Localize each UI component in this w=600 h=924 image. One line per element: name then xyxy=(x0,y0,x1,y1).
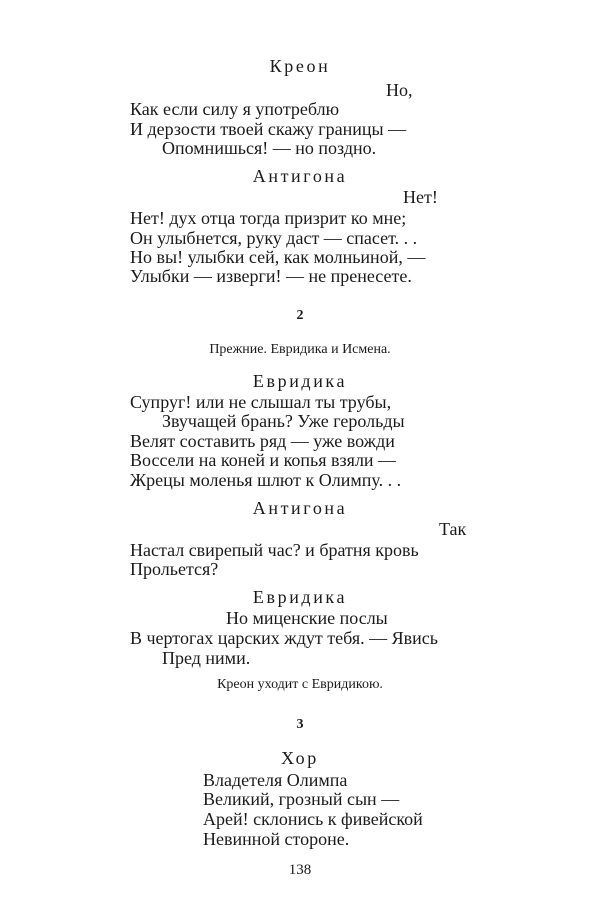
verse-line: Прольется? xyxy=(130,559,219,579)
speaker-creon: Креон xyxy=(269,56,331,76)
verse-line: Он улыбнется, руку даст — спасет. . . xyxy=(130,228,418,248)
verse-line: Улыбки — изверги! — не пренесете. xyxy=(130,266,412,286)
verse-line: Велят составить ряд — уже вожди xyxy=(130,431,395,451)
verse-line: Жрецы моленья шлют к Олимпу. . . xyxy=(130,470,402,490)
scene-number: 3 xyxy=(296,717,304,732)
verse-line: Невинной стороне. xyxy=(203,829,350,849)
speaker-antigone: Антигона xyxy=(252,498,348,518)
stage-direction: Прежние. Евридика и Исмена. xyxy=(209,342,391,357)
verse-line: Настал свирепый час? и братня кровь xyxy=(130,540,419,560)
verse-line: Арей! склонись к фивейской xyxy=(203,809,423,829)
verse-line: Супруг! или не слышал ты трубы, xyxy=(130,392,392,412)
verse-line: Пред ними. xyxy=(162,648,251,668)
speaker-eurydice: Евридика xyxy=(252,371,348,391)
verse-line: Но миценские послы xyxy=(226,608,388,628)
verse-line: Но, xyxy=(386,80,413,100)
verse-line: Воссели на коней и копья взяли — xyxy=(130,450,397,470)
verse-line: В чертогах царских ждут тебя. — Явись xyxy=(130,628,438,648)
verse-line: Опомнишься! — но поздно. xyxy=(162,138,377,158)
verse-line: Но вы! улыбки сей, как молньиной, — xyxy=(130,247,426,267)
speaker-chorus: Хор xyxy=(281,748,319,768)
verse-line: Владетеля Олимпа xyxy=(203,770,348,790)
verse-line: И дерзости твоей скажу границы — xyxy=(130,119,407,139)
verse-line: Великий, грозный сын — xyxy=(203,789,400,809)
verse-line: Нет! дух отца тогда призрит ко мне; xyxy=(130,208,407,228)
scene-number: 2 xyxy=(296,308,304,323)
verse-line: Звучащей брань? Уже герольды xyxy=(162,411,405,431)
verse-line: Так xyxy=(439,519,467,539)
verse-line: Нет! xyxy=(403,187,438,207)
stage-direction: Креон уходит с Евридикою. xyxy=(217,677,383,692)
speaker-eurydice: Евридика xyxy=(252,587,348,607)
verse-line: Как если силу я употреблю xyxy=(130,99,340,119)
page-number: 138 xyxy=(288,862,312,878)
speaker-antigone: Антигона xyxy=(252,166,348,186)
